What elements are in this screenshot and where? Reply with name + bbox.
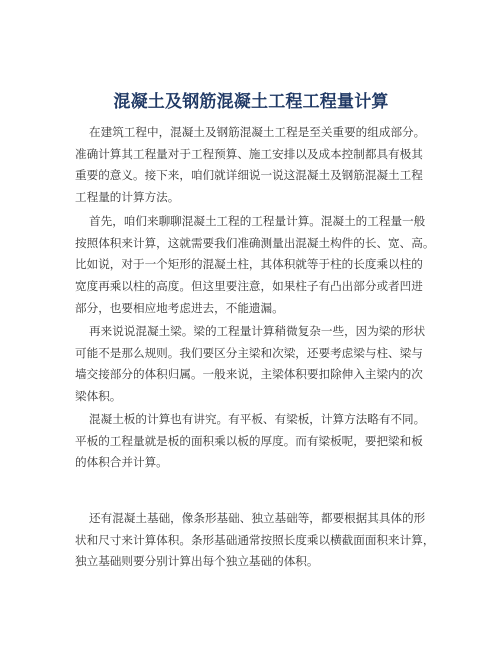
paragraph-line: 首先，咱们来聊聊混凝土工程的工程量计算。混凝土的工程量一般 bbox=[89, 214, 426, 228]
paragraph-line: 部分，也要相应地考虑进去，不能遗漏。 bbox=[75, 300, 284, 315]
paragraph-foundations bbox=[75, 508, 435, 573]
paragraph-line: 平板的工程量就是板的面积乘以板的厚度。而有梁板呢，要把梁和板 bbox=[75, 433, 423, 448]
paragraph-line: 工程量的计算方法。 bbox=[75, 190, 180, 205]
paragraph-line: 宽度再乘以柱的高度。但这里要注意，如果柱子有凸出部分或者凹进 bbox=[75, 279, 423, 294]
paragraph-line: 的体积合并计算。 bbox=[75, 455, 168, 470]
paragraph-line: 独立基础则要分别计算出每个独立基础的体积。 bbox=[75, 554, 319, 569]
paragraph-line: 可能不是那么规则。我们要区分主梁和次梁，还要考虑梁与柱、梁与 bbox=[75, 345, 423, 360]
paragraph-beams bbox=[75, 321, 435, 408]
paragraph-line: 状和尺寸来计算体积。条形基础通常按照长度乘以横截面面积来计算， bbox=[75, 532, 435, 547]
paragraph-line: 比如说，对于一个矩形的混凝土柱，其体积就等于柱的长度乘以柱的 bbox=[75, 257, 423, 272]
paragraph-intro bbox=[75, 122, 435, 209]
paragraph-line: 还有混凝土基础，像条形基础、独立基础等，都要根据其具体的形 bbox=[89, 511, 426, 525]
paragraph-concrete-volume bbox=[75, 211, 435, 320]
paragraph-line: 梁体积。 bbox=[75, 389, 122, 404]
page-title: 混凝土及钢筋混凝土工程工程量计算 bbox=[113, 92, 389, 112]
paragraph-slabs bbox=[75, 409, 435, 474]
paragraph-line: 按照体积来计算，这就需要我们准确测量出混凝土构件的长、宽、高。 bbox=[75, 235, 435, 250]
paragraph-line: 混凝土板的计算也有讲究。有平板、有梁板，计算方法略有不同。 bbox=[89, 412, 426, 426]
paragraph-line: 再来说说混凝土梁。梁的工程量计算稍微复杂一些，因为梁的形状 bbox=[89, 324, 426, 338]
paragraph-line: 准确计算其工程量对于工程预算、施工安排以及成本控制都具有极其 bbox=[75, 146, 423, 161]
paragraph-line: 墙交接部分的体积归属。一般来说，主梁体积要扣除伸入主梁内的次 bbox=[75, 367, 423, 382]
paragraph-line: 在建筑工程中，混凝土及钢筋混凝土工程是至关重要的组成部分。 bbox=[89, 125, 426, 139]
paragraph-line: 重要的意义。接下来，咱们就详细说一说这混凝土及钢筋混凝土工程 bbox=[75, 168, 423, 183]
